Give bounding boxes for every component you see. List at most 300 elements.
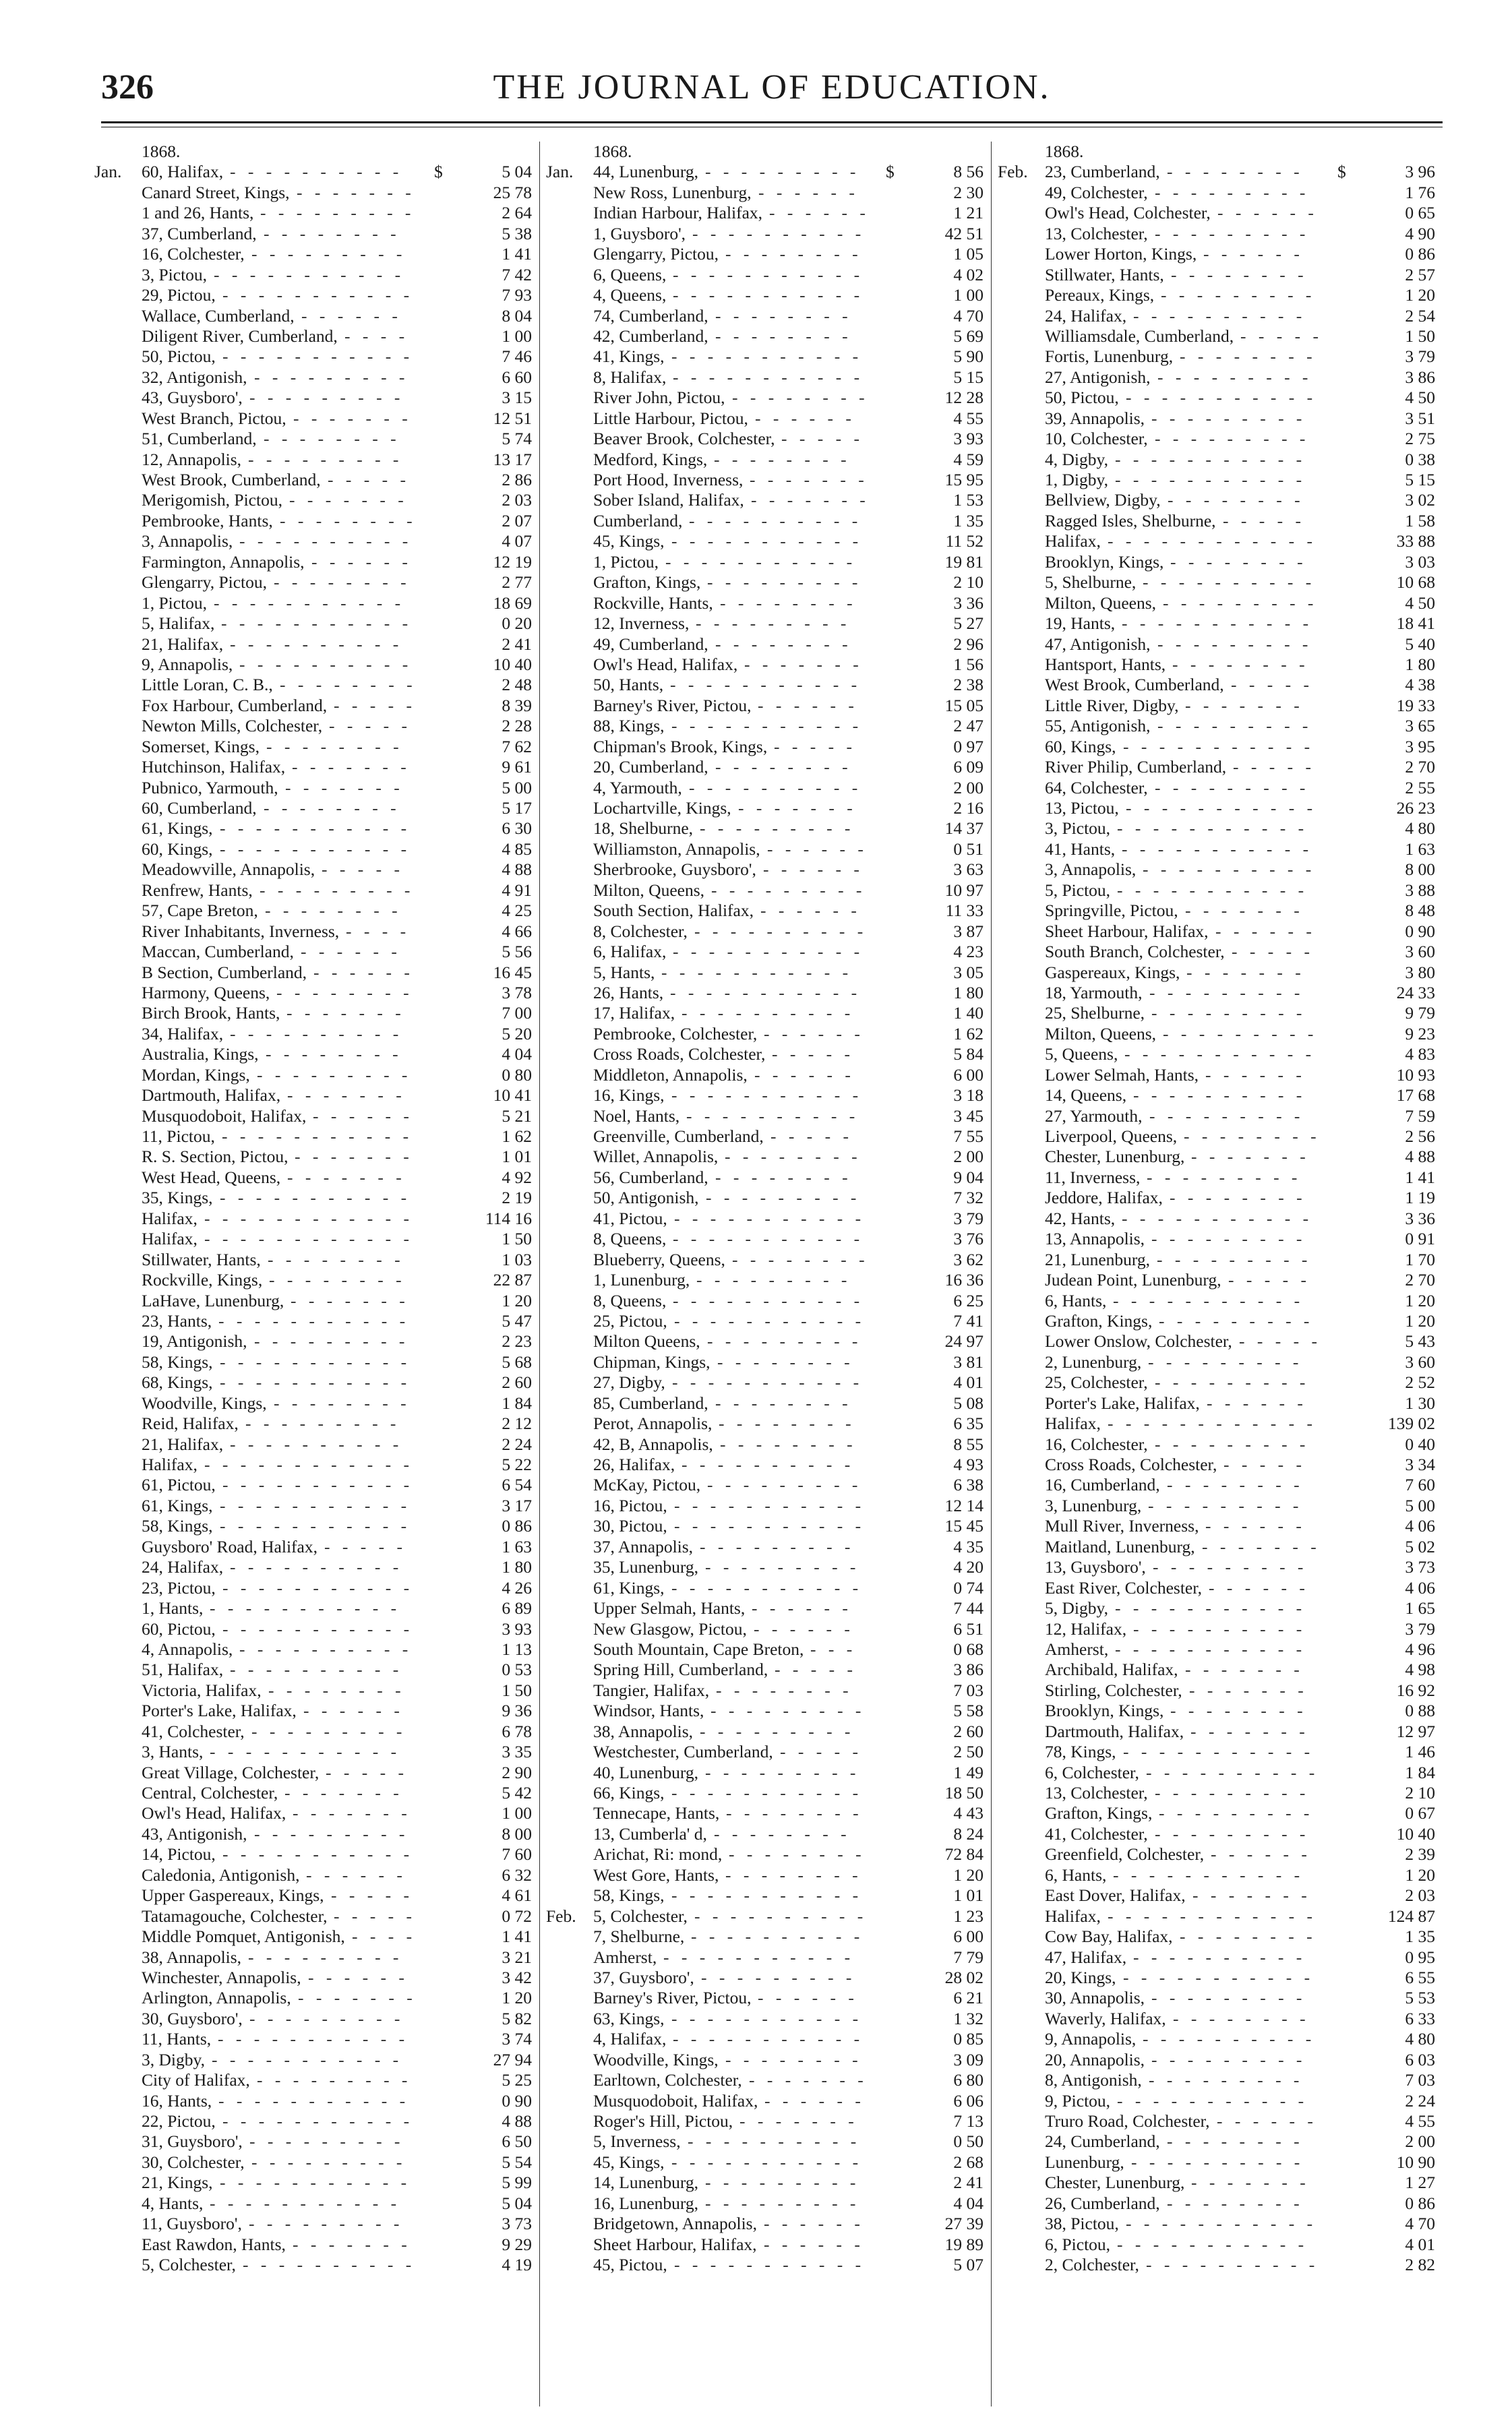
amount: 1 00 <box>502 1803 532 1823</box>
ledger-entry <box>546 1209 991 1229</box>
ledger-entry <box>94 1598 539 1618</box>
section-place: 4, Annapolis, <box>142 1639 233 1659</box>
section-place: 30, Annapolis, <box>1045 1988 1145 2008</box>
section-place: 18, Shelburne, <box>593 818 694 839</box>
ledger-entry <box>94 1988 539 2008</box>
leader-dots: - - - - - - - - - - - <box>220 1372 411 1393</box>
amount: 5 22 <box>502 1455 532 1474</box>
amount: 3 63 <box>953 859 984 880</box>
section-place: Halifax, <box>142 1208 198 1228</box>
leader-dots: - - - - - - - - - - - <box>674 1208 866 1228</box>
leader-dots: - - - - - - - - - - - <box>1115 1598 1306 1618</box>
ledger-entry <box>998 326 1443 346</box>
leader-dots: - - - - - - - - - <box>260 880 415 900</box>
amount: 18 69 <box>493 593 532 613</box>
section-place: Greenfield, Colchester, <box>1045 1844 1205 1865</box>
amount: 17 68 <box>1396 1085 1435 1106</box>
amount: 2 41 <box>502 634 532 654</box>
amount: 6 21 <box>953 1988 984 2008</box>
amount: 4 88 <box>1405 1147 1435 1167</box>
leader-dots: - - - - - - - <box>284 1783 403 1803</box>
section-place: 8, Halifax, <box>593 367 667 387</box>
section-place: 23, Cumberland, <box>1045 162 1160 182</box>
section-place: 60, Kings, <box>142 839 213 859</box>
leader-dots: - - - - - - - - - - - <box>222 1126 413 1146</box>
leader-dots: - - - - - - - - - - - <box>222 2111 414 2131</box>
leader-dots: - - - - - - - - - - - <box>222 1475 414 1495</box>
section-place: Indian Harbour, Halifax, <box>593 203 763 223</box>
leader-dots: - - - - - - <box>767 839 868 859</box>
leader-dots: - - - - - - - - - - - <box>671 716 863 736</box>
ledger-entry <box>998 429 1443 449</box>
section-place: 1, Hants, <box>142 1598 204 1618</box>
amount: 5 43 <box>1405 1331 1435 1352</box>
leader-dots: - - - - - - - <box>1185 901 1304 921</box>
section-place: 35, Kings, <box>142 1188 213 1208</box>
amount: 2 82 <box>1405 2255 1435 2275</box>
ledger-entry <box>94 1701 539 1721</box>
section-place: 5, Queens, <box>1045 1044 1118 1064</box>
section-place: 7, Shelburne, <box>593 1927 685 1947</box>
leader-dots: - - - - - - - <box>749 2070 868 2090</box>
leader-dots: - - - - - - - - - - - <box>671 1577 863 1598</box>
ledger-entry <box>998 162 1443 182</box>
ledger-entry <box>546 162 991 182</box>
amount: 14 37 <box>944 818 984 839</box>
leader-dots: - - - - - - - - - - - <box>222 285 414 305</box>
leader-dots: - - - - - - - - <box>1168 490 1304 510</box>
section-place: 61, Pictou, <box>142 1475 216 1495</box>
ledger-entry <box>94 737 539 757</box>
ledger-entry <box>546 1168 991 1188</box>
ledger-entry <box>998 2111 1443 2131</box>
amount: 2 77 <box>502 572 532 593</box>
leader-dots: - - - - - - - - - - <box>230 1023 403 1043</box>
section-place: Brooklyn, Kings, <box>1045 1701 1164 1721</box>
leader-dots: - - - - - - - - - - - <box>671 1885 863 1906</box>
leader-dots: - - - - - - - - - - <box>239 1639 413 1659</box>
ledger-entry <box>94 839 539 859</box>
ledger-entry <box>546 2255 991 2275</box>
section-place: Williamston, Annapolis, <box>593 839 760 859</box>
amount: 5 25 <box>502 2070 532 2090</box>
section-place: East River, Colchester, <box>1045 1577 1203 1598</box>
ledger-entry <box>94 2255 539 2275</box>
amount: 7 62 <box>502 736 532 756</box>
section-place: Woodville, Kings, <box>593 2049 719 2069</box>
leader-dots: - - - - - - - - - - <box>230 1557 403 1577</box>
leader-dots: - - - - - - <box>754 1064 855 1085</box>
leader-dots: - - - - - - - - - - - - <box>1108 1414 1317 1434</box>
ledger-entry <box>94 1639 539 1660</box>
leader-dots: - - - - - - - - - - - <box>1123 1742 1314 1762</box>
section-place: Beaver Brook, Colchester, <box>593 429 775 449</box>
leader-dots: - - - - - - - - - <box>1155 429 1310 449</box>
amount: 2 00 <box>953 1147 984 1167</box>
leader-dots: - - - - - - <box>1209 1577 1309 1598</box>
amount: 11 52 <box>945 531 984 551</box>
amount: 1 19 <box>1405 1188 1435 1208</box>
section-place: 5, Hants, <box>593 962 655 982</box>
leader-dots: - - - - - - - - - <box>1155 182 1310 202</box>
ledger-entry <box>546 2152 991 2173</box>
amount: 2 60 <box>502 1372 532 1393</box>
section-place: 23, Hants, <box>142 1310 212 1331</box>
ledger-entry <box>546 2173 991 2193</box>
leader-dots: - - - - - - - - - <box>696 1270 851 1290</box>
section-place: 5, Shelburne, <box>1045 572 1137 593</box>
ledger-entry <box>94 285 539 305</box>
section-place: Hutchinson, Halifax, <box>142 757 286 777</box>
amount: 3 79 <box>1405 346 1435 367</box>
page-header <box>101 67 1443 115</box>
leader-dots: - - - - - - - - - <box>705 2193 860 2213</box>
amount: 1 63 <box>1405 839 1435 859</box>
ledger-entry <box>546 921 991 942</box>
amount: 0 85 <box>953 2029 984 2049</box>
section-place: 45, Pictou, <box>593 2255 667 2275</box>
amount: 7 60 <box>502 1844 532 1865</box>
section-place: Fox Harbour, Cumberland, <box>142 695 328 715</box>
section-place: Sober Island, Halifax, <box>593 490 744 510</box>
amount: 19 33 <box>1396 695 1435 715</box>
ledger-entry <box>998 531 1443 551</box>
section-place: 6, Queens, <box>593 264 667 284</box>
ledger-entry <box>546 1722 991 1742</box>
section-place: Dartmouth, Halifax, <box>1045 1721 1184 1741</box>
amount: 2 56 <box>1405 1126 1435 1146</box>
leader-dots: - - - - - - - - - <box>1148 1352 1303 1372</box>
amount: 3 74 <box>502 2029 532 2049</box>
section-place: East Dover, Halifax, <box>1045 1885 1186 1906</box>
leader-dots: - - - - - <box>772 1044 854 1064</box>
ledger-entry <box>546 1455 991 1475</box>
section-place: 19, Antigonish, <box>142 1331 247 1352</box>
amount: 3 73 <box>502 2214 532 2234</box>
ledger-entry <box>94 1681 539 1701</box>
amount: 13 17 <box>493 449 532 469</box>
amount: 0 95 <box>1405 1947 1435 1967</box>
amount: 0 90 <box>1405 921 1435 941</box>
amount: 1 30 <box>1405 1393 1435 1413</box>
section-place: Judean Point, Lunenburg, <box>1045 1270 1221 1290</box>
section-place: 14, Queens, <box>1045 1085 1127 1106</box>
amount: 3 93 <box>502 1618 532 1639</box>
amount: 0 86 <box>1405 244 1435 264</box>
section-place: Little Harbour, Pictou, <box>593 408 748 428</box>
amount: 42 51 <box>944 223 984 243</box>
amount: 0 67 <box>1405 1803 1435 1823</box>
section-place: Pembrooke, Hants, <box>142 510 273 531</box>
section-place: Milton, Queens, <box>1045 1023 1157 1043</box>
amount: 8 00 <box>1405 859 1435 880</box>
ledger-entry <box>998 450 1443 470</box>
amount: 2 00 <box>1405 2131 1435 2152</box>
ledger-entry <box>546 1885 991 1906</box>
leader-dots: - - - - - - <box>1203 244 1304 264</box>
leader-dots: - - - - - - - - <box>715 305 852 326</box>
amount: 1 76 <box>1405 182 1435 202</box>
ledger-entry <box>546 716 991 736</box>
ledger-entry <box>546 470 991 490</box>
ledger-entry <box>998 1927 1443 1947</box>
section-place: Ragged Isles, Shelburne, <box>1045 510 1216 531</box>
leader-dots: - - - - - - - - - - - <box>671 2152 863 2172</box>
leader-dots: - - - - - - - - - - - <box>220 1188 411 1208</box>
ledger-entry <box>94 1927 539 1947</box>
amount: 4 91 <box>502 880 532 900</box>
leader-dots: - - - - - - - - - <box>1147 1167 1302 1187</box>
section-place: 35, Lunenburg, <box>593 1557 699 1577</box>
amount: 0 50 <box>953 2131 984 2152</box>
ledger-entry <box>94 1126 539 1147</box>
amount: 9 36 <box>502 1701 532 1721</box>
section-place: 41, Kings, <box>593 346 665 367</box>
amount: 5 21 <box>502 1106 532 1126</box>
leader-dots: - - - - - - - <box>291 1290 409 1310</box>
leader-dots: - - - - - - <box>755 408 855 428</box>
ledger-entry <box>998 2070 1443 2090</box>
amount: 9 61 <box>502 757 532 777</box>
leader-dots: - - - - - - - - - <box>1155 1823 1310 1844</box>
amount: 1 13 <box>502 1639 532 1659</box>
section-place: 17, Halifax, <box>593 1003 675 1023</box>
amount: 4 88 <box>502 2111 532 2131</box>
ledger-entry <box>94 859 539 880</box>
leader-dots: - - - - - - - <box>295 1147 413 1167</box>
amount: 1 32 <box>953 2008 984 2028</box>
leader-dots: - - - - - - - - - <box>705 162 860 182</box>
ledger-entry <box>546 552 991 572</box>
leader-dots: - - - - - - <box>764 2214 864 2234</box>
ledger-entry <box>94 593 539 613</box>
section-place: River Philip, Cumberland, <box>1045 757 1227 777</box>
ledger-entry <box>546 490 991 510</box>
section-place: Somerset, Kings, <box>142 736 260 756</box>
amount: 8 48 <box>1405 901 1435 921</box>
section-place: 20, Cumberland, <box>593 757 708 777</box>
amount: 2 52 <box>1405 1372 1435 1393</box>
section-place: Archibald, Halifax, <box>1045 1660 1178 1680</box>
section-place: 13, Cumberla' d, <box>593 1823 707 1844</box>
amount: 6 78 <box>502 1721 532 1741</box>
amount: 11 33 <box>945 901 984 921</box>
section-place: 25, Colchester, <box>1045 1372 1148 1393</box>
leader-dots: - - - - - - - <box>1191 2173 1310 2193</box>
ledger-entry <box>998 1250 1443 1270</box>
ledger-entry <box>998 655 1443 675</box>
section-place: Upper Selmah, Hants, <box>593 1598 746 1618</box>
ledger-entry <box>94 1250 539 1270</box>
ledger-entry <box>94 1865 539 1885</box>
header-rule <box>101 121 1443 123</box>
year-heading: 1868. <box>1045 142 1084 161</box>
amount: 4 88 <box>502 859 532 880</box>
section-place: 26, Hants, <box>593 982 664 1002</box>
ledger-entry <box>998 1988 1443 2008</box>
section-place: Port Hood, Inverness, <box>593 470 744 489</box>
section-place: Truro Road, Colchester, <box>1045 2111 1210 2131</box>
leader-dots: - - - - - - - - - - <box>1146 2255 1319 2275</box>
section-place: 50, Pictou, <box>142 346 216 367</box>
ledger-entry <box>998 224 1443 244</box>
leader-dots: - - - - - - - - - - - <box>663 1947 855 1967</box>
leader-dots: - - - - - - - - - <box>1151 1229 1306 1249</box>
ledger-entry <box>546 2029 991 2049</box>
leader-dots: - - - - - - - <box>297 182 415 202</box>
ledger-entry <box>94 408 539 429</box>
amount: 8 56 <box>953 162 984 182</box>
ledger-entry <box>94 1619 539 1639</box>
leader-dots: - - - - - - - - - - - <box>218 1310 410 1331</box>
section-place: Pubnico, Yarmouth, <box>142 777 278 797</box>
section-place: 4, Yarmouth, <box>593 777 682 797</box>
amount: 5 42 <box>502 1783 532 1803</box>
amount: 1 20 <box>1405 285 1435 305</box>
section-place: 37, Cumberland, <box>142 223 257 243</box>
leader-dots: - - - - - - - - <box>276 982 413 1002</box>
amount: 19 81 <box>944 551 984 572</box>
ledger-entry <box>998 778 1443 798</box>
section-place: 57, Cape Breton, <box>142 901 258 921</box>
amount: 7 03 <box>953 1680 984 1700</box>
leader-dots: - - - - - - - <box>1189 1680 1308 1700</box>
ledger-entry <box>94 224 539 244</box>
amount: 1 84 <box>502 1393 532 1413</box>
amount: 1 35 <box>1405 1927 1435 1947</box>
amount: 4 70 <box>1405 2214 1435 2234</box>
amount: 0 90 <box>502 2090 532 2111</box>
ledger-entry <box>94 346 539 367</box>
amount: 4 80 <box>1405 818 1435 839</box>
section-place: 37, Guysboro', <box>593 1967 694 1987</box>
section-place: Gaspereaux, Kings, <box>1045 962 1180 982</box>
leader-dots: - - - - - - - - - <box>257 1064 412 1085</box>
amount: 139 02 <box>1387 1414 1435 1434</box>
ledger-entry <box>94 2193 539 2214</box>
section-place: 27, Digby, <box>593 1372 665 1393</box>
amount: 2 19 <box>502 1188 532 1208</box>
leader-dots: - - - - - <box>322 859 404 880</box>
ledger-entry <box>998 1824 1443 1844</box>
section-place: 24, Halifax, <box>142 1557 224 1577</box>
ledger-entry <box>94 450 539 470</box>
section-place: Jeddore, Halifax, <box>1045 1188 1163 1208</box>
ledger-column-1 <box>94 142 539 2276</box>
amount: 1 80 <box>1405 654 1435 674</box>
leader-dots: - - - - - - - - <box>725 244 862 264</box>
leader-dots: - - - - - - - - - - <box>694 921 868 941</box>
ledger-entry <box>546 285 991 305</box>
amount: 10 40 <box>493 654 532 674</box>
section-place: Waverly, Halifax, <box>1045 2008 1166 2028</box>
ledger-entry <box>94 552 539 572</box>
leader-dots: - - - - - - - - <box>719 1414 855 1434</box>
section-place: 42, Cumberland, <box>593 326 708 346</box>
section-place: Cumberland, <box>593 510 683 531</box>
amount: 3 03 <box>1405 551 1435 572</box>
section-place: 45, Kings, <box>593 531 665 551</box>
section-place: 26, Halifax, <box>593 1455 675 1474</box>
ledger-entry <box>546 1681 991 1701</box>
section-place: Lochartville, Kings, <box>593 798 731 818</box>
leader-dots: - - - - - - - - - - - <box>673 1290 864 1310</box>
ledger-entry <box>546 2193 991 2214</box>
amount: 1 27 <box>1405 2173 1435 2193</box>
section-place: 24, Halifax, <box>1045 305 1127 326</box>
section-place: Perot, Annapolis, <box>593 1414 713 1434</box>
section-place: Lower Horton, Kings, <box>1045 244 1197 264</box>
leader-dots: - - - - - - - - - <box>700 818 855 839</box>
amount: 1 00 <box>953 285 984 305</box>
amount: 15 45 <box>944 1516 984 1536</box>
section-place: 64, Colchester, <box>1045 777 1148 797</box>
amount: 114 16 <box>485 1208 532 1228</box>
leader-dots: - - - - - - - - <box>268 1680 405 1700</box>
ledger-entry <box>998 1147 1443 1167</box>
amount: 19 89 <box>944 2234 984 2254</box>
ledger-entry <box>94 470 539 490</box>
amount: 10 40 <box>1396 1823 1435 1844</box>
dollar-sign: $ <box>886 162 895 182</box>
section-place: 5, Digby, <box>1045 1598 1108 1618</box>
section-place: 5, Halifax, <box>142 613 215 634</box>
leader-dots: - - - - - - - - - - - <box>214 593 405 613</box>
ledger-entry <box>998 696 1443 716</box>
amount: 1 58 <box>1405 510 1435 531</box>
ledger-entry <box>546 1065 991 1085</box>
section-place: 60, Pictou, <box>142 1618 216 1639</box>
ledger-entry <box>94 757 539 777</box>
amount: 2 55 <box>1405 777 1435 797</box>
section-place: Woodville, Kings, <box>142 1393 267 1413</box>
ledger-entry <box>998 1639 1443 1660</box>
amount: 4 90 <box>1405 223 1435 243</box>
ledger-entry <box>546 1783 991 1803</box>
ledger-entry <box>94 1844 539 1865</box>
amount: 6 03 <box>1405 2049 1435 2069</box>
section-place: Middle Pomquet, Antigonish, <box>142 1927 345 1947</box>
leader-dots: - - - - - - - - - - <box>686 1106 859 1126</box>
ledger-entry <box>546 1024 991 1044</box>
ledger-entry <box>94 1475 539 1495</box>
ledger-entry <box>546 1434 991 1455</box>
ledger-entry <box>998 1885 1443 1906</box>
section-place: Lower Onslow, Colchester, <box>1045 1331 1232 1352</box>
leader-dots: - - - - - - - - - <box>248 449 403 469</box>
amount: 3 73 <box>1405 1557 1435 1577</box>
section-place: Chester, Lunenburg, <box>1045 1147 1185 1167</box>
section-place: Milton, Queens, <box>593 880 705 900</box>
amount: 4 50 <box>1405 593 1435 613</box>
amount: 4 04 <box>953 2193 984 2213</box>
section-place: 3, Pictou, <box>1045 818 1111 839</box>
section-place: 50, Hants, <box>593 675 664 695</box>
amount: 1 50 <box>502 1229 532 1249</box>
amount: 3 51 <box>1405 408 1435 428</box>
amount: 2 16 <box>953 798 984 818</box>
amount: 2 24 <box>502 1434 532 1454</box>
ledger-entry <box>94 2235 539 2255</box>
ledger-entry <box>94 1106 539 1126</box>
section-place: 23, Pictou, <box>142 1577 216 1598</box>
ledger-entry <box>998 1270 1443 1290</box>
leader-dots: - - - - - - - - - - - <box>222 1618 414 1639</box>
ledger-entry <box>94 798 539 818</box>
ledger-entry <box>94 429 539 449</box>
ledger-entry <box>546 1291 991 1311</box>
ledger-entry <box>998 2050 1443 2070</box>
